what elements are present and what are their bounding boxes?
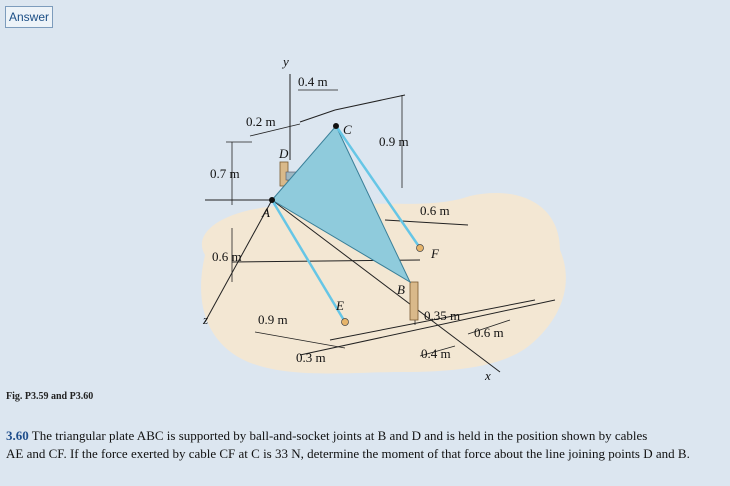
ground-surface [201,193,566,373]
point-label-f: F [431,246,439,261]
dim-label-0.4-top: 0.4 m [298,74,328,89]
dim-label-0.7: 0.7 m [210,166,240,181]
dim-label-0.9-bottom: 0.9 m [258,312,288,327]
figure-caption: Fig. P3.59 and P3.60 [6,391,94,402]
dim-label-0.6-x: 0.6 m [474,325,504,340]
axis-label-x: x [485,368,491,383]
point-label-d: D [279,146,289,161]
problem-number: 3.60 [6,428,29,443]
point-label-e: E [336,298,344,313]
point-label-c: C [343,122,352,137]
dim-label-0.3: 0.3 m [296,350,326,365]
dim-label-0.4-bottom: 0.4 m [421,346,451,361]
dim-label-0.9-top: 0.9 m [379,134,409,149]
dim-label-0.6-left: 0.6 m [212,249,242,264]
problem-text-line-2: AE and CF. If the force exerted by cable CF at C is 33 N, determine the moment of that force about the line joining points D and B. [6,446,690,461]
dim-label-0.35: 0.35 m [424,308,461,323]
axis-label-z: z [203,312,209,327]
problem-text-line-1: The triangular plate ABC is supported by ball-and-socket joints at B and D and is held in the position shown by cables [31,428,648,443]
point-label-a: A [262,205,270,220]
dim-label-0.6-right: 0.6 m [420,203,450,218]
point-label-b: B [397,282,405,297]
problem-statement [6,427,724,463]
problem-figure [0,40,730,385]
dim-label-0.2: 0.2 m [246,114,276,129]
problem-line-1 [6,427,724,445]
support-b [410,282,418,320]
axis-label-y: y [283,54,289,69]
answer-button[interactable]: Answer [5,6,53,28]
